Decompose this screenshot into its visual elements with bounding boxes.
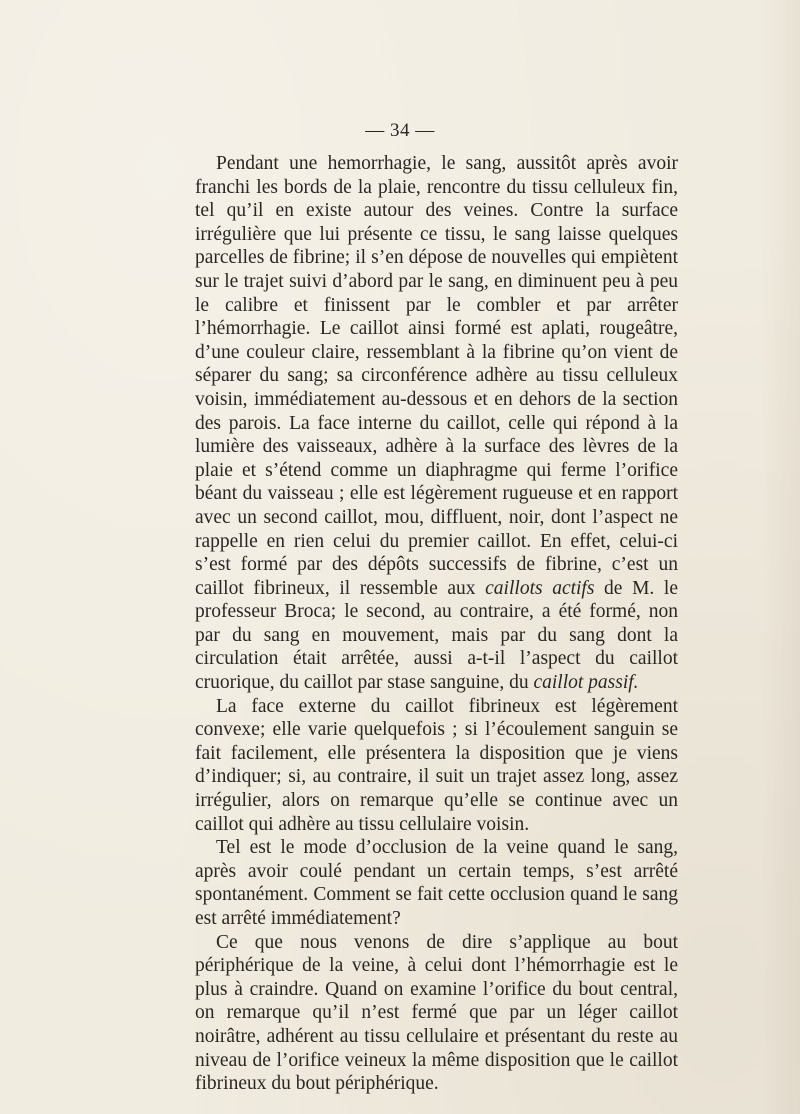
text-segment: de M. le professeur Broca; le second, au contraire, a été formé, non par du sang en mouvement, mais par du sang dont la circulation était arrêtée, aussi a-t-il l’aspect du caillot cruorique, du caillot par stase sanguine, du (195, 577, 678, 694)
paragraph (195, 152, 678, 695)
italic-term: caillots actifs (485, 577, 595, 599)
text-segment: Ce que nous venons de dire s’applique au bout périphérique de la veine, à celui dont l’hémorrhagie est le plus à craindre. Quand on examine l’orifice du bout central, on remarque qu’il n’est fermé que par un léger caillot noirâtre, adhérent au tissu cellulaire et présentant du reste au niveau de l’orifice veineux la même disposition que le caillot fibrineux du bout périphérique. (195, 931, 678, 1095)
text-segment: La face externe du caillot fibrineux est légèrement convexe; elle varie quelquefois ; si l’écoulement sanguin se fait facilement, elle présentera la disposition que je viens d’indiquer; si, au contraire, il suit un trajet assez long, assez irrégulier, alors on remarque qu’elle se continue avec un caillot qui adhère au tissu cellulaire voisin. (195, 695, 678, 835)
text-segment: Tel est le mode d’occlusion de la veine quand le sang, après avoir coulé pendant un certain temps, s’est arrêté spontanément. Comment se fait cette occlusion quand le sang est arrêté immédiatement? (195, 837, 678, 929)
body-text (195, 152, 678, 1096)
italic-term: caillot passif. (533, 672, 639, 694)
paragraph (195, 695, 678, 837)
paragraph (195, 931, 678, 1096)
paragraph (195, 836, 678, 930)
page-edge-shadow (760, 0, 800, 1114)
text-segment: Pendant une hemorrhagie, le sang, aussitôt après avoir franchi les bords de la plaie, rencontre du tissu celluleux fin, tel qu’il en existe autour des veines. Contre la surface irrégulière que lui présente ce tissu, le sang laisse quelques parcelles de fibrine; il s’en dépose de nouvelles qui empiètent sur le trajet suivi d’abord par le sang, en diminuent peu à peu le calibre et finissent par le combler et par arrêter l’hémorrhagie. Le caillot ainsi formé est aplati, rougeâtre, d’une couleur claire, ressemblant à la fibrine qu’on vient de séparer du sang; sa circonférence adhère au tissu celluleux voisin, immédiatement au-dessous et en dehors de la section des parois. La face interne du caillot, celle qui répond à la lumière des vaisseaux, adhère à la surface des lèvres de la plaie et s’étend comme un diaphragme qui ferme l’orifice béant du vaisseau ; elle est légèrement rugueuse et en rapport avec un second caillot, mou, diffluent, noir, dont l’aspect ne rappelle en rien celui du premier caillot. En effet, celui-ci s’est formé par des dépôts successifs de fibrine, c’est un caillot fibrineux, il ressemble aux (195, 153, 678, 599)
page-number: — 34 — (365, 120, 435, 141)
